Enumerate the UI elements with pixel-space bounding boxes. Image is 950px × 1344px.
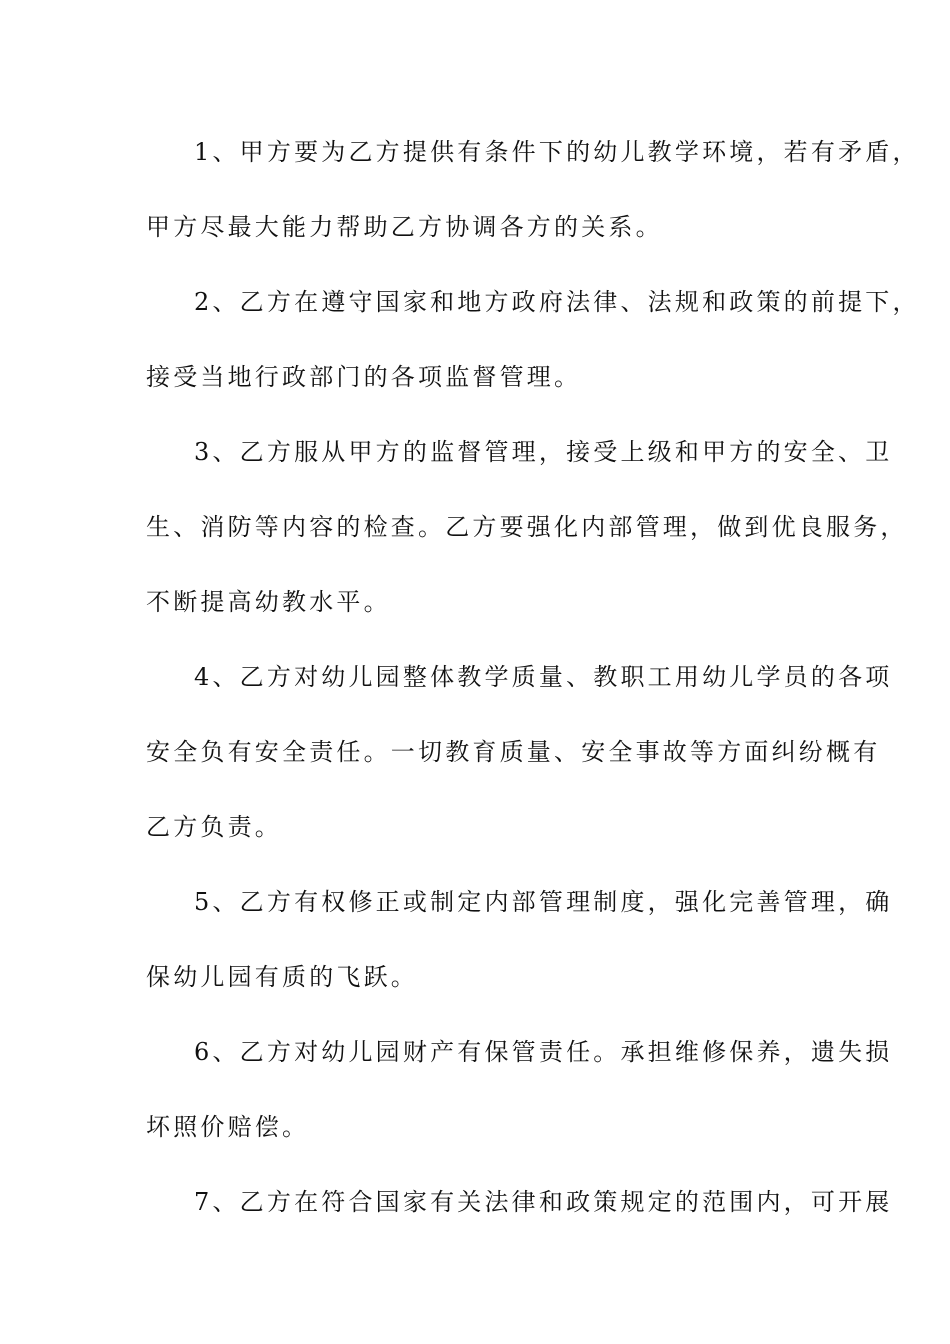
- clause-3-line-2: 生、消防等内容的检查。乙方要强化内部管理，做到优良服务，: [146, 513, 908, 541]
- clause-5-line-2: 保幼儿园有质的飞跃。: [146, 963, 418, 991]
- clause-2-line-1: 2、乙方在遵守国家和地方政府法律、法规和政策的前提下，: [194, 288, 920, 316]
- clause-4-line-2: 安全负有安全责任。一切教育质量、安全事故等方面纠纷概有: [146, 738, 881, 766]
- clause-4-line-1: 4、乙方对幼儿园整体教学质量、教职工用幼儿学员的各项: [194, 663, 893, 691]
- clause-6-line-1: 6、乙方对幼儿园财产有保管责任。承担维修保养，遗失损: [194, 1038, 893, 1066]
- clause-1-line-1: 1、甲方要为乙方提供有条件下的幼儿教学环境，若有矛盾，: [194, 138, 920, 166]
- clause-1-line-2: 甲方尽最大能力帮助乙方协调各方的关系。: [146, 213, 663, 241]
- clause-4-line-3: 乙方负责。: [146, 813, 282, 841]
- clause-3-line-3: 不断提高幼教水平。: [146, 588, 391, 616]
- clause-6-line-2: 坏照价赔偿。: [146, 1113, 310, 1141]
- clause-5-line-1: 5、乙方有权修正或制定内部管理制度，强化完善管理，确: [194, 888, 893, 916]
- clause-7-line-1: 7、乙方在符合国家有关法律和政策规定的范围内，可开展: [194, 1188, 893, 1216]
- clause-2-line-2: 接受当地行政部门的各项监督管理。: [146, 363, 582, 391]
- clause-3-line-1: 3、乙方服从甲方的监督管理，接受上级和甲方的安全、卫: [194, 438, 893, 466]
